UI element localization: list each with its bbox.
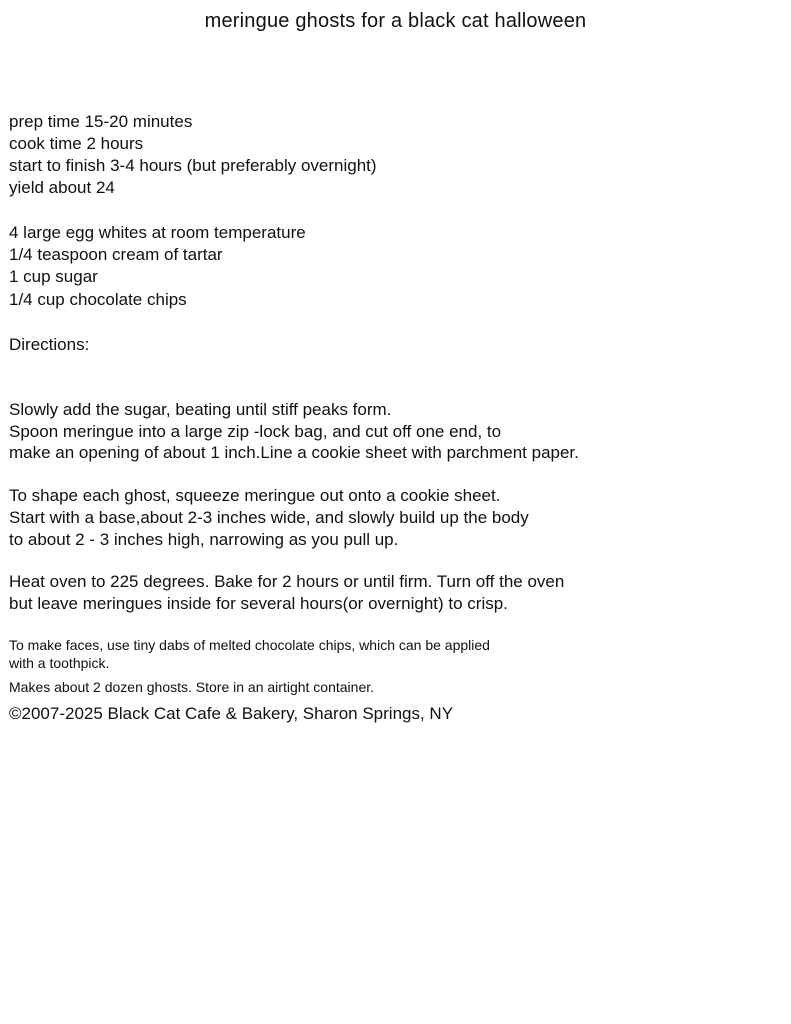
ingredient-item: 1/4 teaspoon cream of tartar	[9, 245, 223, 264]
direction-line: To shape each ghost, squeeze meringue out onto a cookie sheet.	[9, 486, 501, 505]
prep-time: prep time 15-20 minutes	[9, 112, 193, 131]
start-to-finish: start to finish 3-4 hours (but preferably overnight)	[9, 156, 377, 175]
directions-heading: Directions:	[9, 335, 90, 354]
ingredient-item: 1/4 cup chocolate chips	[9, 290, 187, 309]
direction-line: make an opening of about 1 inch.Line a cookie sheet with parchment paper.	[9, 443, 579, 462]
cook-time: cook time 2 hours	[9, 134, 144, 153]
faces-note: To make faces, use tiny dabs of melted chocolate chips, which can be applied	[9, 637, 490, 653]
direction-line: to about 2 - 3 inches high, narrowing as you pull up.	[9, 530, 399, 549]
storage-note: Makes about 2 dozen ghosts. Store in an airtight container.	[9, 679, 375, 695]
direction-line: Heat oven to 225 degrees. Bake for 2 hours or until firm. Turn off the oven	[9, 572, 565, 591]
direction-line: Slowly add the sugar, beating until stiff peaks form.	[9, 400, 392, 419]
direction-line: Start with a base,about 2-3 inches wide, and slowly build up the body	[9, 508, 529, 527]
copyright: ©2007-2025 Black Cat Cafe & Bakery, Sharon Springs, NY	[9, 704, 454, 723]
ingredient-item: 4 large egg whites at room temperature	[9, 223, 306, 242]
ingredient-item: 1 cup sugar	[9, 267, 98, 286]
direction-line: Spoon meringue into a large zip -lock bag, and cut off one end, to	[9, 422, 502, 441]
faces-note: with a toothpick.	[9, 655, 110, 671]
direction-line: but leave meringues inside for several hours(or overnight) to crisp.	[9, 594, 508, 613]
yield: yield about 24	[9, 178, 115, 197]
page-title: meringue ghosts for a black cat halloween	[204, 10, 587, 32]
